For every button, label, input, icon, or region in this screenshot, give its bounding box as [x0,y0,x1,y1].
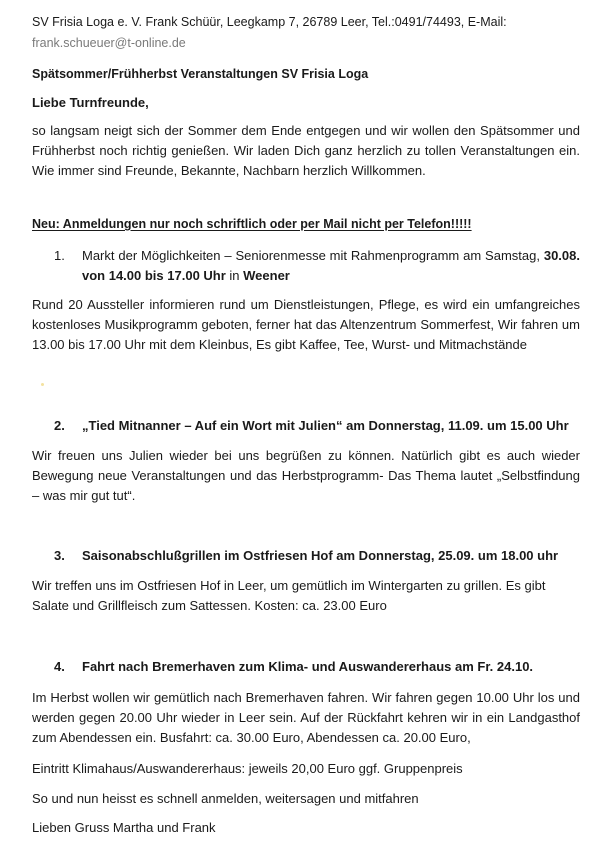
event-heading [82,246,580,286]
greeting: Liebe Turnfreunde, [32,95,149,110]
event-item-3 [32,546,580,566]
admission-line: Eintritt Klimahaus/Auswandererhaus: jeweils 20,00 Euro ggf. Gruppenpreis [32,761,463,776]
event-item-4 [32,657,580,677]
event-number: 1. [54,248,65,263]
event-heading-time: 30.08. von 14.00 bis 17.00 Uhr [82,248,580,283]
intro-paragraph: so langsam neigt sich der Sommer dem Ende entgegen und wir wollen den Spätsommer und Frühherbst noch richtig genießen. Wir laden Dich ganz herzlich zu tollen Veranstaltungen ein. Wie immer sind Freunde, Bekannte, Nachbarn herzlich Willkommen. [32,123,580,178]
event-number: 3. [54,548,65,563]
closing-line: So und nun heisst es schnell anmelden, weitersagen und mitfahren [32,791,419,806]
event-heading-connector: in [225,268,244,283]
event-heading-text: Markt der Möglichkeiten – Seniorenmesse mit Rahmenprogramm am Samstag, [82,248,540,263]
event-item-1 [32,246,580,286]
event-heading: Fahrt nach Bremerhaven zum Klima- und Auswandererhaus am Fr. 24.10. [82,659,534,674]
letterhead-address: SV Frisia Loga e. V. Frank Schüür, Leegkamp 7, 26789 Leer, Tel.:0491/74493, E-Mail: [32,15,507,29]
event-body-1: Rund 20 Aussteller informieren rund um Dienstleistungen, Pflege, es wird ein umfangreiches kostenloses Musikprogramm geboten, ferner hat das Altenzentrum Sommerfest, Wir fahren um 13.00 bis 17.00 Uhr mit dem Kleinbus, Es gibt Kaffee, Tee, Wurst- und Mitmachstände [32,297,580,352]
letterhead [32,12,580,54]
event-heading-place: Weener [243,268,290,283]
event-heading: Saisonabschlußgrillen im Ostfriesen Hof am Donnerstag, 25.09. um 18.00 uhr [82,548,559,563]
event-body-3: Wir treffen uns im Ostfriesen Hof in Leer, um gemütlich im Wintergarten zu grillen. Es gibt Salate und Grillfleisch zum Sattessen. Kosten: ca. 23.00 Euro [32,578,546,613]
event-number: 2. [54,418,65,433]
event-body-2: Wir freuen uns Julien wieder bei uns begrüßen zu können. Natürlich gibt es auch wieder Bewegung neue Veranstaltungen und das Herbstprogramm- Das Thema lautet „Selbstfindung – was mir gut tut“. [32,448,580,503]
event-heading: „Tied Mitnanner – Auf ein Wort mit Julien“ am Donnerstag, 11.09. um 15.00 Uhr [82,418,569,433]
signature: Lieben Gruss Martha und Frank [32,820,216,835]
event-item-2 [32,416,580,436]
event-number: 4. [54,659,65,674]
document-title: Spätsommer/Frühherbst Veranstaltungen SV Frisia Loga [32,67,369,81]
highlight-mark [41,383,44,386]
letterhead-email: frank.schueuer@t-online.de [32,36,186,50]
registration-notice: Neu: Anmeldungen nur noch schriftlich oder per Mail nicht per Telefon!!!!! [32,217,472,231]
event-body-4: Im Herbst wollen wir gemütlich nach Bremerhaven fahren. Wir fahren gegen 10.00 Uhr los und werden gegen 20.00 Uhr wieder in Leer sein. Auf der Rückfahrt kehren wir in ein Landgasthof zum Abendessen ein. Busfahrt: ca. 30.00 Euro, Abendessen ca. 20.00 Euro, [32,690,580,745]
